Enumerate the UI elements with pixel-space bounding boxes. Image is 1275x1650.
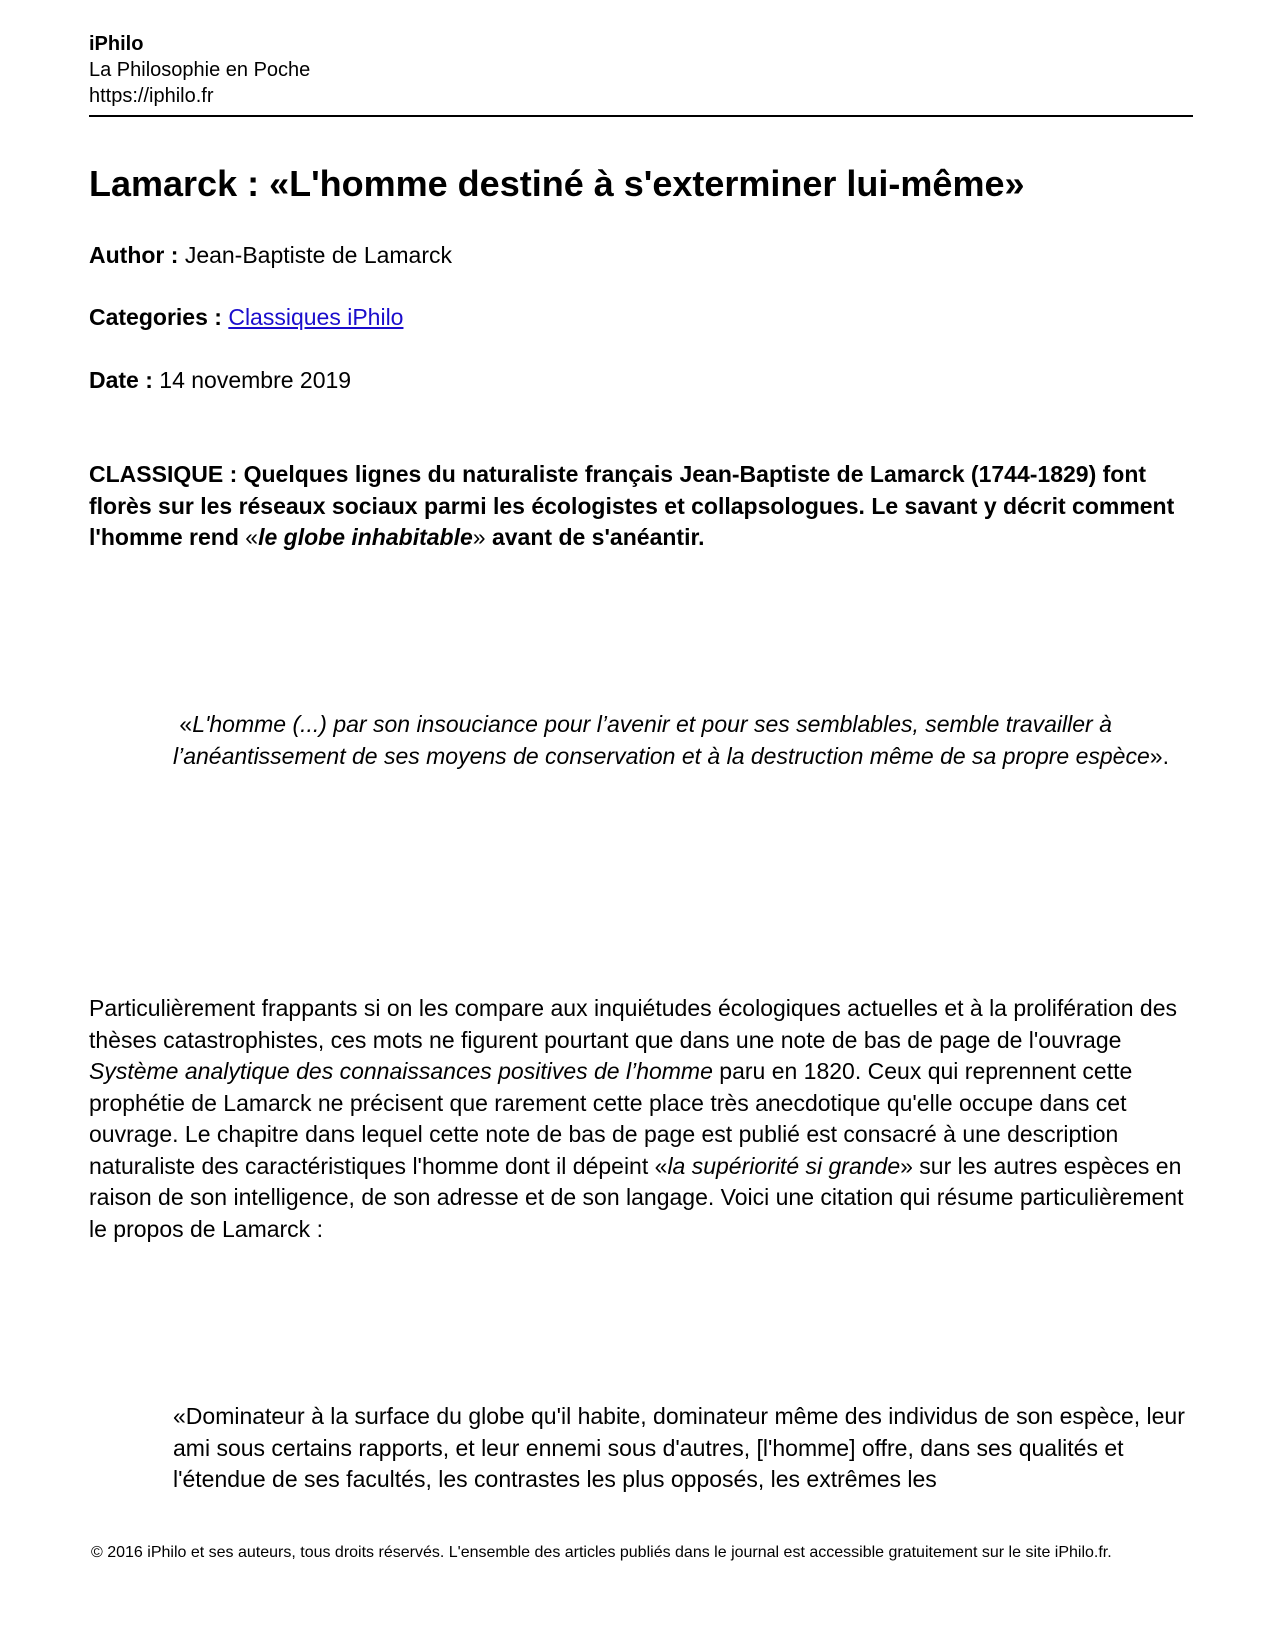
paragraph-text: Particulièrement frappants si on les compare aux inquiétudes écologiques actuelles et à la prolifération des thèses catastrophistes, ces mots ne figurent pourtant que dans une note de bas de page de l'ouvrage — [89, 995, 1178, 1053]
footer-copyright: © 2016 iPhilo et ses auteurs, tous droits réservés. L'ensemble des articles publiés dans le journal est accessible gratuitement sur le site iPhilo.fr. — [91, 1544, 1112, 1561]
blockquote-2: «Dominateur à la surface du globe qu'il habite, dominateur même des individus de son espèce, leur ami sous certains rapports, et leur ennemi sous d'autres, [l'homme] offre, dans ses qualités et l'étendue de ses facultés, les contrastes les plus opposés, les extrêmes les — [173, 1403, 1185, 1492]
quote-close: ». — [1149, 742, 1169, 769]
date-label: Date : — [89, 367, 153, 393]
book-title: Système analytique des connaissances positives de l’homme — [89, 1058, 713, 1084]
lead-quote-open: « — [245, 524, 259, 550]
lead-text-end: avant de s'anéantir. — [485, 524, 705, 550]
body-paragraph — [89, 993, 1193, 1245]
author-label: Author : — [89, 242, 179, 268]
author-value: Jean-Baptiste de Lamarck — [184, 242, 453, 268]
category-link[interactable]: Classiques iPhilo — [228, 304, 404, 330]
page-title: Lamarck : «L'homme destiné à s'exterminer lui-même» — [89, 163, 1025, 204]
categories-line — [89, 302, 1193, 332]
header-divider — [89, 115, 1193, 117]
lead-text: CLASSIQUE : Quelques lignes du naturaliste français Jean-Baptiste de Lamarck (1744-1829) font florès sur les réseaux sociaux parmi les écologistes et collapsologues. Le savant y décrit comment l'homme rend — [89, 461, 1175, 550]
site-tagline: La Philosophie en Poche — [89, 59, 311, 81]
blockquote-1 — [173, 709, 1198, 772]
paragraph-emphasis: la supériorité si grande — [667, 1152, 901, 1179]
paragraph-text: paru en 1820. Ceux qui reprennent cette prophétie de Lamarck ne précisent que rarement cette place très anecdotique qu'elle occupe dans cet ouvrage. Le chapitre dans lequel cette note de bas de page est publié est consacré à une description naturaliste des caractéristiques l'homme dont il dépeint « — [89, 1058, 1133, 1179]
site-header — [89, 31, 1193, 109]
quote-open: « — [179, 711, 193, 737]
article-lead — [89, 459, 1193, 554]
paragraph-text: » sur les autres espèces en raison de son intelligence, de son adresse et de son langage. Voici une citation qui résume particulièrement le propos de Lamarck : — [89, 1152, 1184, 1242]
date-line — [89, 365, 1193, 395]
site-url: https://iphilo.fr — [89, 85, 214, 107]
site-name: iPhilo — [89, 33, 144, 55]
date-value: 14 novembre 2019 — [159, 367, 352, 393]
lead-emphasis: le globe inhabitable — [258, 524, 473, 550]
categories-label: Categories : — [89, 304, 222, 330]
author-line — [89, 240, 1193, 270]
quote-text: L'homme (...) par son insouciance pour l’avenir et pour ses semblables, semble travailler à l’anéantissement de ses moyens de conservation et à la destruction même de sa propre espèce — [173, 711, 1150, 769]
lead-quote-close: » — [472, 524, 486, 550]
